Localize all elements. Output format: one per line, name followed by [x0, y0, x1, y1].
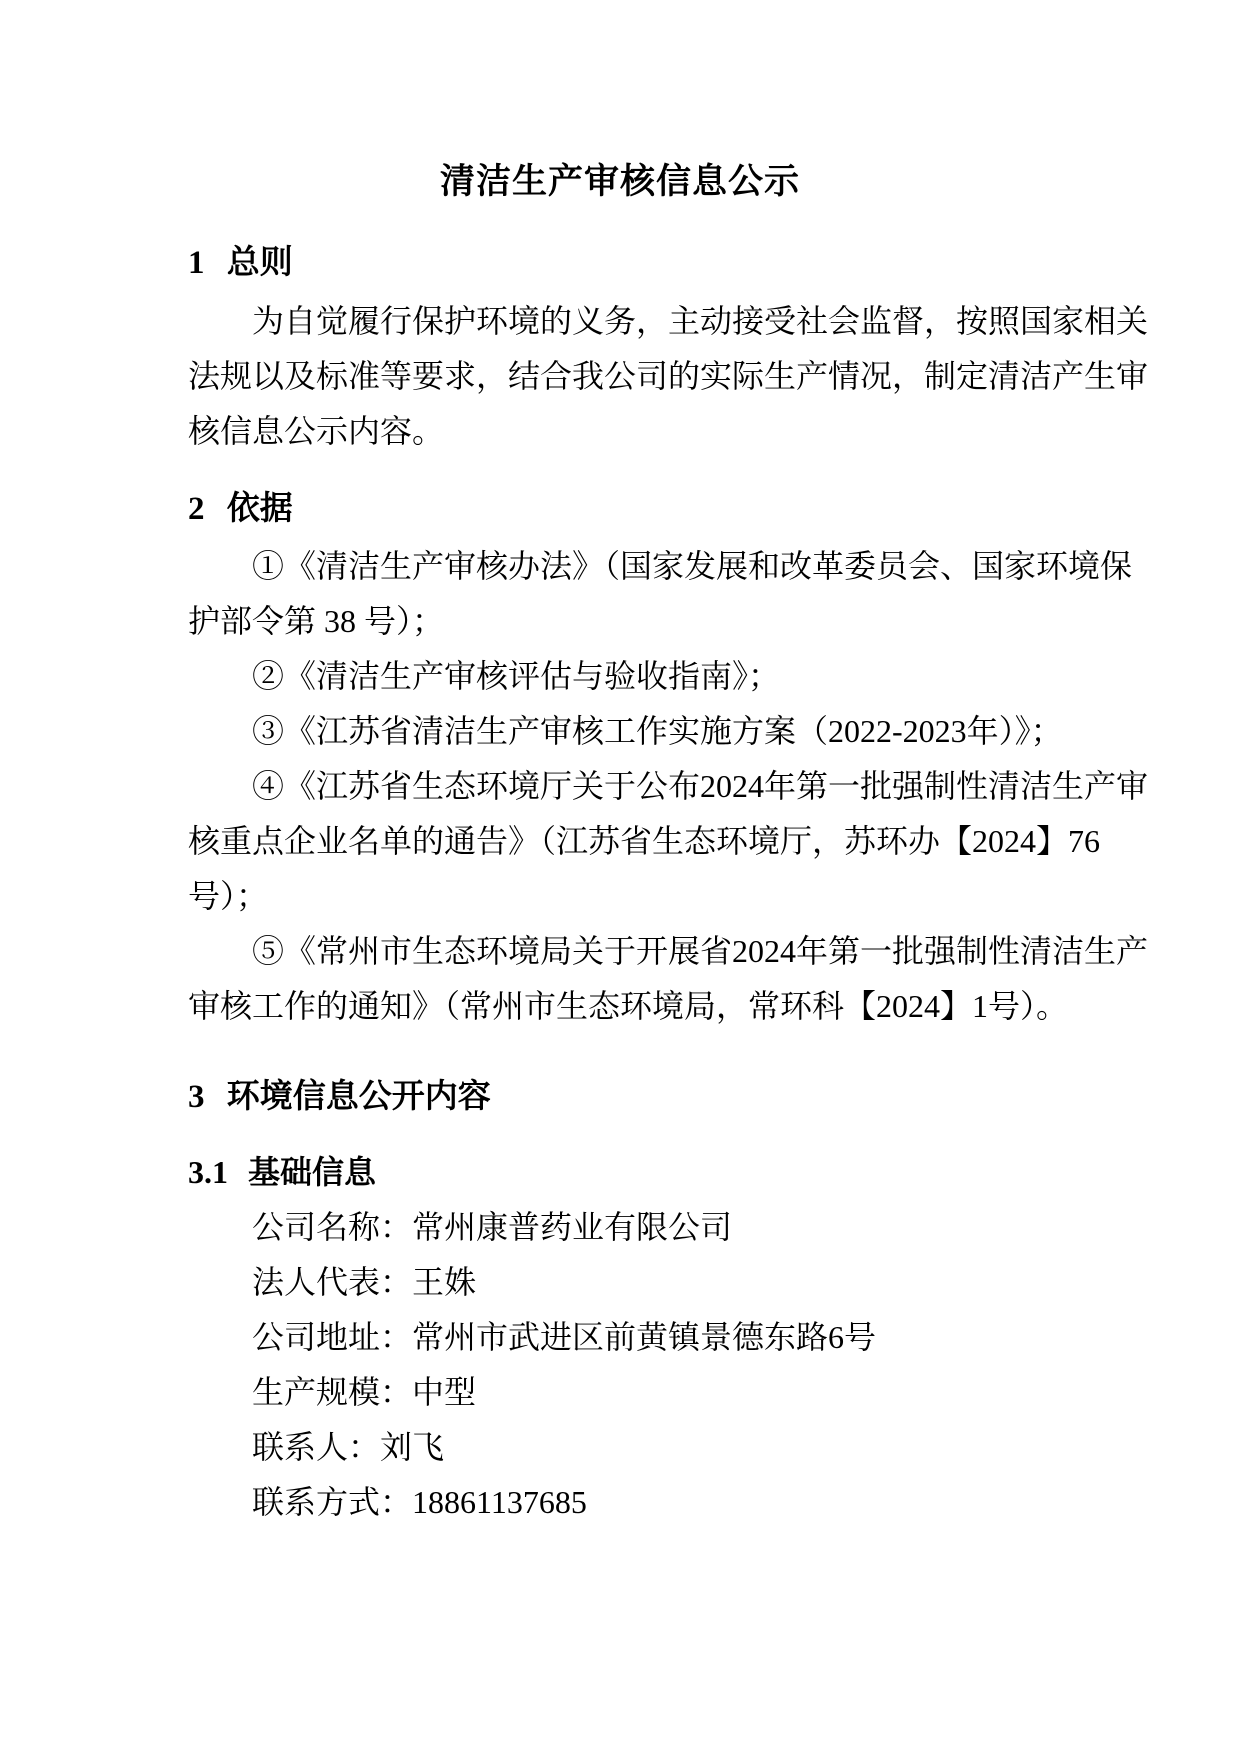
- section-1-paragraph: [188, 294, 1149, 459]
- reference-item-5: [188, 924, 1149, 1034]
- paragraph-line: 为自觉履行保护环境的义务，主动接受社会监督，按照国家相关: [252, 303, 1149, 339]
- reference-line: 号）；: [188, 878, 269, 914]
- reference-item-2: [188, 649, 1052, 704]
- section-2-reference-list: [188, 539, 1149, 1034]
- section-3-1-heading: 3.1 基础信息: [188, 1154, 377, 1190]
- reference-line: 护部令第 38 号）；: [188, 603, 445, 639]
- section-1-heading: 1 总则: [188, 245, 293, 281]
- reference-line: ④《江苏省生态环境厅关于公布2024年第一批强制性清洁生产审: [252, 768, 1149, 804]
- reference-line: ①《清洁生产审核办法》（国家发展和改革委员会、国家环境保: [252, 548, 1133, 584]
- reference-line: 核重点企业名单的通告》（江苏省生态环境厅，苏环办【2024】76: [188, 823, 1101, 859]
- reference-item-1: [188, 539, 1133, 649]
- info-line-company-name: 公司名称：常州康普药业有限公司: [252, 1209, 733, 1245]
- reference-line: ③《江苏省清洁生产审核工作实施方案（2022-2023年）》；: [252, 713, 1063, 749]
- info-line-contact-phone: 联系方式：18861137685: [252, 1484, 587, 1520]
- reference-line: ⑤《常州市生态环境局关于开展省2024年第一批强制性清洁生产: [252, 933, 1149, 969]
- info-line-contact-person: 联系人：刘飞: [252, 1429, 445, 1465]
- document-title: 清洁生产审核信息公示: [439, 162, 800, 201]
- reference-line: ②《清洁生产审核评估与验收指南》；: [252, 658, 781, 694]
- basic-info-list: [188, 1200, 1052, 1530]
- reference-item-3: [188, 704, 1063, 759]
- section-3-heading: 3 环境信息公开内容: [188, 1079, 491, 1115]
- document-content: [188, 160, 1149, 1530]
- reference-line: 审核工作的通知》（常州市生态环境局，常环科【2024】1号）。: [188, 988, 1069, 1024]
- reference-item-4: [188, 759, 1149, 924]
- section-2-heading: 2 依据: [188, 491, 293, 527]
- info-line-company-address: 公司地址：常州市武进区前黄镇景德东路6号: [252, 1319, 877, 1355]
- paragraph-line: 核信息公示内容。: [188, 413, 445, 449]
- paragraph-line: 法规以及标准等要求，结合我公司的实际生产情况，制定清洁产生审: [188, 358, 1149, 394]
- info-line-production-scale: 生产规模：中型: [252, 1374, 477, 1410]
- info-line-legal-representative: 法人代表：王姝: [252, 1264, 477, 1300]
